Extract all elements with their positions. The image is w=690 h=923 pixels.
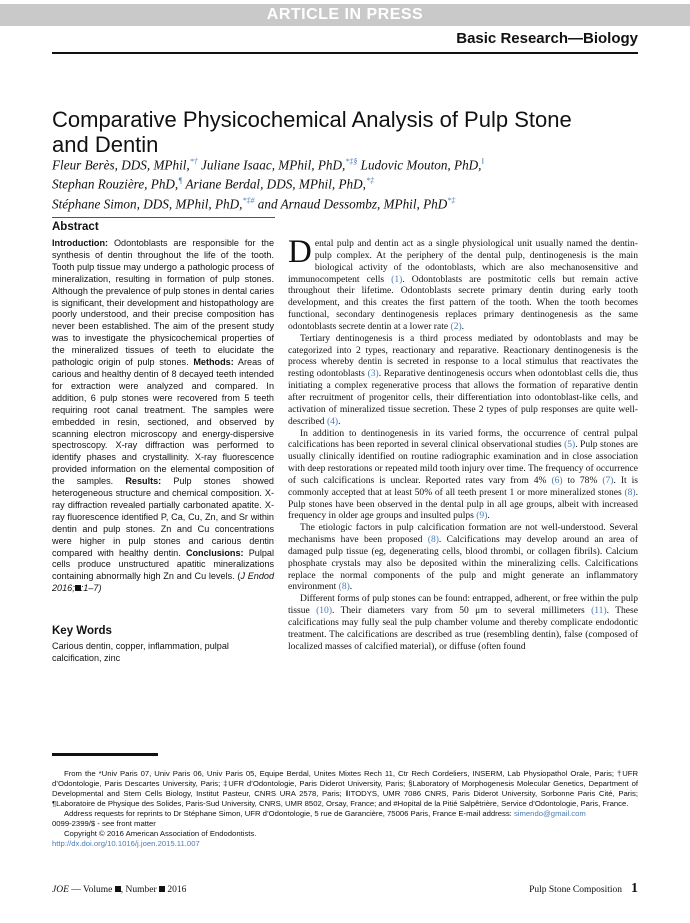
page-number: 1 xyxy=(631,881,638,896)
author-name: Ludovic Mouton, PhD, xyxy=(357,157,482,173)
keywords-text: Carious dentin, copper, inflammation, pulpal calcification, zinc xyxy=(52,641,229,663)
affiliation-mark[interactable]: *‡§ xyxy=(345,157,358,166)
email-link[interactable]: simendo@gmail.com xyxy=(513,809,586,818)
body-text: . Reparative dentinogenesis occurs when odontoblast cells die, thus initiating a complex regenerative process that allows the formation of reparative dentin after recruitment of progenitor cells, their differentiation into odontoblast-like cells, and activation of mineralized tissue secretion. These 2 types of pulp responses are quite well-described xyxy=(288,368,638,427)
doi-line xyxy=(52,839,638,849)
affiliation-mark[interactable]: ¶ xyxy=(178,176,183,186)
abstract-methods: Areas of carious and healthy dentin of 8 decayed teeth intended for extraction were analyzed and compared. In addition, 6 pulp stones were recovered from 5 teeth requiring root canal treatment. The samples were embedded in resin, sectioned, and observed by scanning electron microscopy and energy-dispersive spectroscopy. X-ray diffraction was performed to identify phases and crystallinity. X-ray fluorescence provided information on the elemental composition of the samples. xyxy=(52,357,274,487)
body-paragraph xyxy=(288,333,638,428)
author-list xyxy=(52,154,622,212)
author-name: Stephan Rouzière, PhD, xyxy=(52,176,179,192)
affiliation-mark[interactable]: *† xyxy=(189,157,198,166)
body-paragraph xyxy=(288,522,638,593)
abstract-intro: Odontoblasts are responsible for the synthesis of dentin throughout the life of the tooth. Tooth pulp tissue may undergo a pathologic process of mineralization, resulting in formation of pulp stones. Although the prevalence of pulp stones in dental caries is significant, their development and histopathology are poorly understood, and their precise composition has never been established. The aim of the present study was to investigate the physicochemical properties of the mineralized tissues of teeth to elucidate the pathologic origin of pulp stones. xyxy=(52,238,274,368)
reference-link[interactable]: (4) xyxy=(326,415,339,427)
author-line-1 xyxy=(52,154,622,173)
body-text: . xyxy=(338,415,341,427)
number-label: , Number xyxy=(120,885,159,895)
author-name: Juliane Isaac, MPhil, PhD, xyxy=(197,157,346,173)
body-paragraph xyxy=(288,593,638,652)
reference-link[interactable]: (5) xyxy=(564,439,576,451)
footnotes xyxy=(52,769,638,849)
doi-link[interactable]: http://dx.doi.org/10.1016/j.joen.2015.11.007 xyxy=(52,839,200,848)
body-paragraph xyxy=(288,234,638,333)
abstract-methods-label: Methods: xyxy=(193,357,234,368)
abstract-results: Pulp stones showed heterogeneous structure and chemical composition. X-ray diffraction revealed partially carbonated apatite. X-ray fluorescence identified P, Ca, Cu, Zn, and Sr within dentin and pulp stones. Zn and Cu concentrations were higher in pulp stones and carious dentin compared with healthy dentin. xyxy=(52,476,274,558)
abstract-citation: J Endod 2016; xyxy=(52,571,275,594)
body-text: to 78% xyxy=(562,474,603,486)
author-name: Fleur Berès, DDS, MPhil, xyxy=(52,157,190,173)
author-line-3 xyxy=(52,193,622,212)
article-title: Comparative Physicochemical Analysis of Pulp Stone and Dentin xyxy=(52,106,572,157)
reference-link[interactable]: (6) xyxy=(551,474,563,486)
author-line-2 xyxy=(52,173,622,192)
body-text: The etiologic factors in pulp calcification formation are not well-understood. Several mechanisms have been proposed xyxy=(288,522,638,546)
body-text: . Pulp stones have been observed in the dental pulp in all age groups, albeit with increased frequency in older age groups and insulted pulps xyxy=(288,486,638,522)
running-title: Pulp Stone Composition xyxy=(529,885,622,895)
reference-link[interactable]: (8) xyxy=(338,581,350,593)
footer-journal-info xyxy=(52,885,186,895)
reference-link[interactable]: (8) xyxy=(427,534,439,546)
copyright-note: Copyright © 2016 American Association of Endodontists. xyxy=(64,829,257,838)
author-name: Stéphane Simon, DDS, MPhil, PhD, xyxy=(52,196,243,212)
body-text: Tertiary dentinogenesis is a third process mediated by odontoblasts and may be categorized into 2 types, reactionary and reparative. Reactionary dentinogenesis is the process whereby dentin is secreted in response to a local stimulus that reactivates the resting odontoblasts xyxy=(288,332,638,380)
body-paragraph xyxy=(288,428,638,523)
body-text: Different forms of pulp stones can be found: entrapped, adherent, or free within the pulp tissue xyxy=(288,593,638,617)
reference-link[interactable]: (9) xyxy=(476,510,488,522)
reference-link[interactable]: (7) xyxy=(602,474,614,486)
affiliation-mark[interactable]: *‡ xyxy=(447,195,456,205)
address-text: Address requests for reprints to Dr Stéphane Simon, UFR d’Odontologie, 5 rue de Garancière, 75006 Paris, France E-mail address: xyxy=(64,809,514,818)
issn-note: 0099-2399/$ - see front matter xyxy=(52,819,156,828)
abstract-conclusions: Pulpal cells produce unstructured apatitic mineralizations containing abnormally high Zn and Cu levels. ( xyxy=(52,547,274,582)
keywords-heading: Key Words xyxy=(52,625,112,637)
reference-link[interactable]: (1) xyxy=(391,273,403,285)
reference-link[interactable]: (2) xyxy=(450,320,462,332)
body-text: ental pulp and dentin act as a single physiological unit usually named the dentin-pulp complex. At the periphery of the dental pulp, dentinogenesis is the main biological activity of the odontoblasts, which are also mechanosensitive and immunocompetent cells xyxy=(288,238,638,285)
journal-abbrev: JOE xyxy=(52,885,69,895)
volume-label: — Volume xyxy=(68,885,115,895)
body-text-column xyxy=(288,234,639,653)
article-in-press-banner: ARTICLE IN PRESS xyxy=(0,4,690,26)
year-label: 2016 xyxy=(165,885,187,895)
footnote-rule xyxy=(52,753,158,756)
abstract-results-label: Results: xyxy=(125,476,162,487)
reference-link[interactable]: (3) xyxy=(367,368,379,380)
body-text: . Pulp stones are usually clinically identified on routine radiographic examination and in close association with deep restorations or repeated mild tooth injury over time. The frequency of occurrence of such calcifications is unclear. Reported rates vary from 4% xyxy=(288,439,638,486)
affiliation-mark[interactable]: *‡ xyxy=(365,176,374,186)
body-text: In addition to dentinogenesis in its varied forms, the occurrence of central pulpal calcifications has been reported in several clinical observational studies xyxy=(288,427,638,451)
body-text: . xyxy=(349,581,353,593)
affiliation-mark[interactable]: *‡# xyxy=(242,195,255,205)
body-text: . Calcifications may develop around an area of damaged pulp tissue (eg, degenerating cells, blood thrombi, or collagen fibrils). Calcium phosphate crystals may also be deposited within the mineralizing cells. Calcifications replace the normal components of the pulp and might generate an inflammatory environment xyxy=(288,534,638,593)
body-text: . It is commonly accepted that at least 50% of all teeth present 1 or more mineralized stones xyxy=(288,474,638,498)
reference-link[interactable]: (11) xyxy=(591,605,607,617)
drop-cap: D xyxy=(288,234,312,270)
reference-link[interactable]: (8) xyxy=(624,486,636,498)
abstract-intro-label: Introduction: xyxy=(52,238,109,248)
affiliations-note: From the *Univ Paris 07, Univ Paris 06, Univ Paris 05, Equipe Berdal, Unites Mixtes Rech 11, Ctr Rech Cordeliers, INSERM, Lab Physiopathol Orale, Paris; †UFR d’Odontologie, Paris Descartes University, Paris; ‡UFR d’Odontologie, Paris Diderot University, Paris; §Laboratory of Morphogenesis Molecular Genetics, Department of Developmental and Stem Cells Biology, Institut Pasteur, CNRS URA 2578, Paris; ‖ITODYS, UMR 7086 CNRS, Paris Diderot University, Sorbonne Paris Cité, Paris; ¶Laboratoire de Physique des Solides, Paris-Sud University, CNRS, UMR 8502, Orsay, France; and #Hopital de la Pitié Salpêtrière, Service d’Odontologie, Paris, France. xyxy=(52,769,638,808)
reference-link[interactable]: (10) xyxy=(316,605,333,617)
header-rule xyxy=(52,52,638,54)
page-footer xyxy=(52,883,638,899)
body-text: . xyxy=(487,510,490,522)
abstract-conclusions-label: Conclusions: xyxy=(185,547,244,558)
body-text: . Their diameters vary from 50 μm to several millimeters xyxy=(332,605,592,617)
abstract-rule xyxy=(52,217,275,218)
author-name: Ariane Berdal, DDS, MPhil, PhD, xyxy=(182,176,366,192)
body-text: . Odontoblasts are postmitotic cells but remain active throughout their lifetime. Odontoblasts secrete primary dentin during early tooth development, and this creates the first pattern of the tooth. When the tooth becomes functional, secondary dentinogenesis replaces primary dentinogenesis as the same odontoblasts secrete dentin at a lower rate xyxy=(288,273,638,332)
abstract-citation-tail: :1–7) xyxy=(80,583,102,594)
author-name: and Arnaud Dessombz, MPhil, PhD xyxy=(254,196,448,212)
body-text: . xyxy=(461,320,465,332)
abstract-heading: Abstract xyxy=(52,221,99,233)
body-text: . These calcifications may fully seal the pulp chamber volume and thereby complicate endodontic treatment. The calcifications are described as true (resembling dentin), false (composed of localized masses of calcified material), or diffuse (often found xyxy=(288,605,639,652)
section-label: Basic Research—Biology xyxy=(456,30,638,47)
abstract-text xyxy=(52,238,274,595)
address-note xyxy=(52,809,638,819)
affiliation-mark[interactable]: ‖ xyxy=(481,157,484,166)
